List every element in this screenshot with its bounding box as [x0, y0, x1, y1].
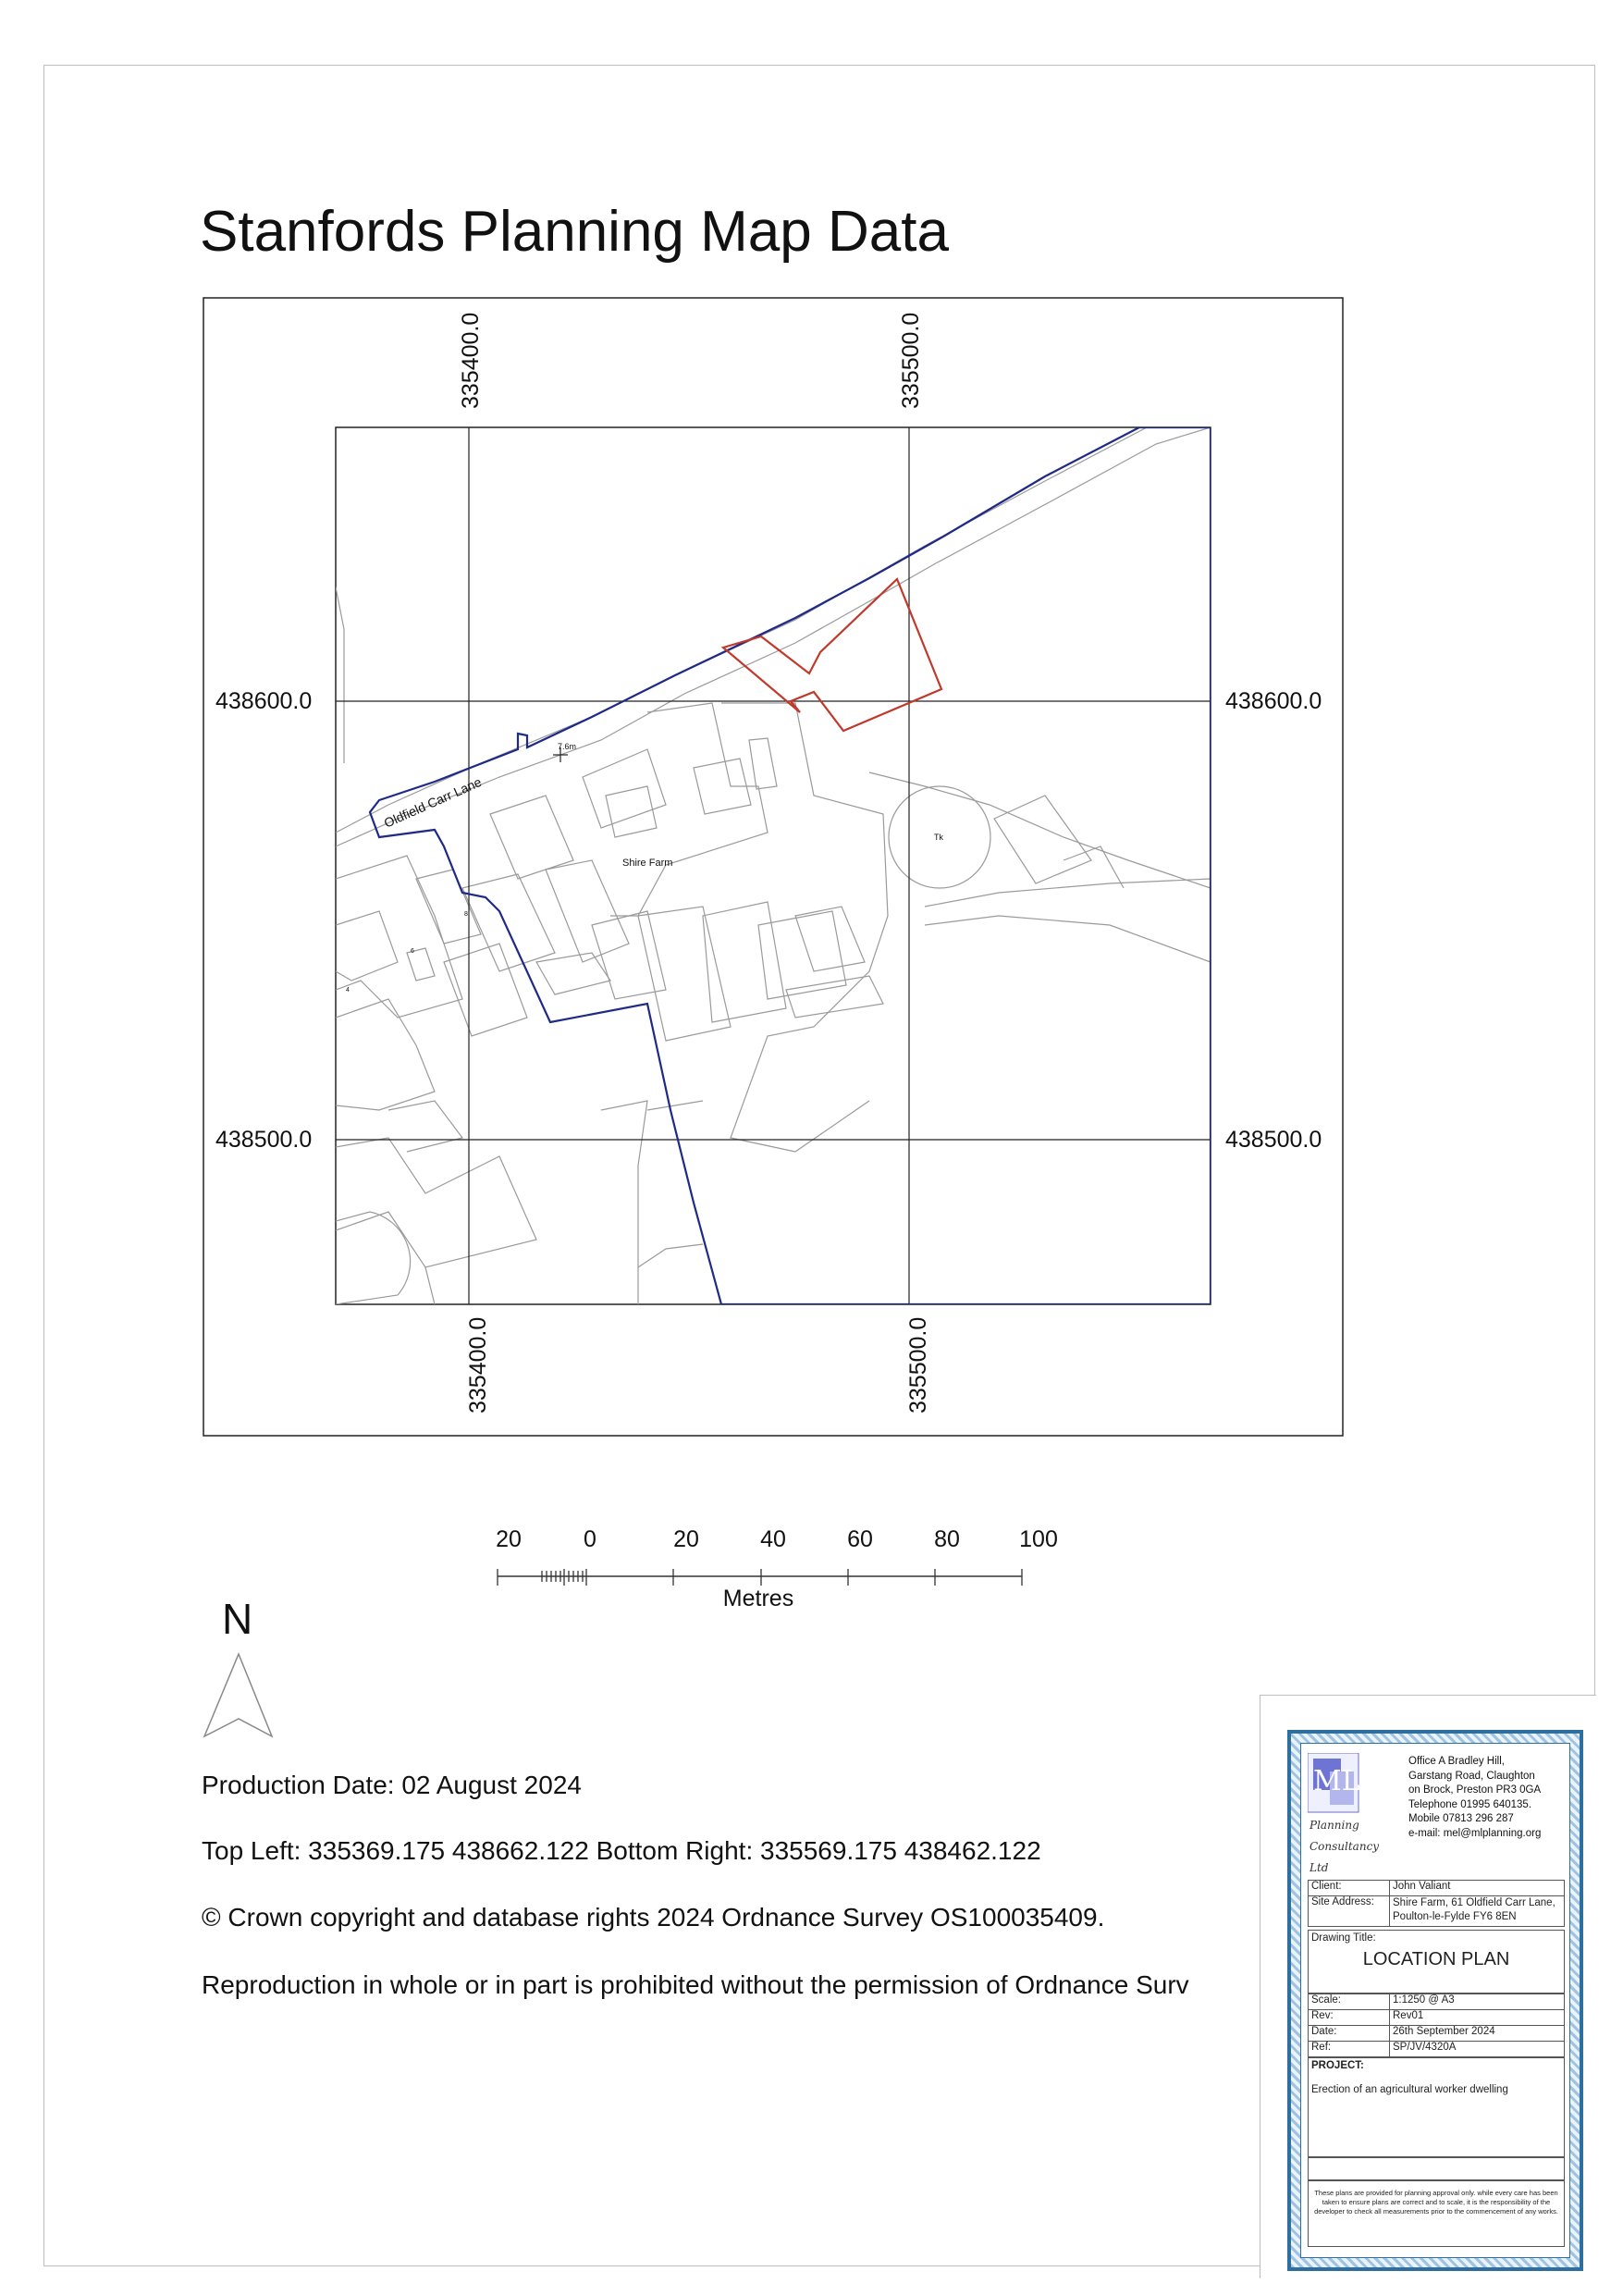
project-label: PROJECT:: [1311, 2060, 1364, 2071]
easting-label-bottom-right: 335500.0: [905, 1316, 931, 1413]
scale-label: 20: [496, 1526, 522, 1552]
logo-text: ML: [1313, 1765, 1360, 1797]
farm-name-label: Shire Farm: [622, 858, 673, 869]
house-number-label: 8: [464, 911, 468, 918]
drawing-title: LOCATION PLAN: [1362, 1949, 1510, 1969]
client-value: John Valiant: [1390, 1881, 1565, 1896]
scale-value: 1:1250 @ A3: [1390, 1994, 1565, 2010]
office-address-line: Telephone 01995 640135.: [1408, 1798, 1532, 1810]
scale-label: 20: [673, 1526, 699, 1552]
site-address-label: Site Address:: [1309, 1896, 1390, 1927]
tank-label: Tk: [934, 833, 943, 842]
company-name-line: Ltd: [1309, 1861, 1329, 1874]
northing-label-right-lower: 438500.0: [1225, 1127, 1322, 1153]
drawing-details-table: [1308, 1994, 1565, 2057]
copyright-notice: © Crown copyright and database rights 2024 Ordnance Survey OS100035409.: [202, 1903, 1105, 1932]
northing-label-right-upper: 438600.0: [1225, 688, 1322, 714]
drawing-title-label: Drawing Title:: [1311, 1932, 1376, 1944]
client-label: Client:: [1309, 1881, 1390, 1896]
ref-value: SP/JV/4320A: [1390, 2042, 1565, 2057]
production-date: Production Date: 02 August 2024: [202, 1771, 582, 1799]
office-address-line: Office A Bradley Hill,: [1408, 1756, 1505, 1767]
house-number-label: 6: [411, 948, 414, 955]
date-value: 26th September 2024: [1390, 2026, 1565, 2042]
project-box: [1308, 2057, 1565, 2157]
company-name-line: Planning: [1309, 1819, 1359, 1832]
drawing-title-box: [1308, 1930, 1565, 1994]
site-address-value: Shire Farm, 61 Oldfield Carr Lane, Poulton-le-Fylde FY6 8EN: [1390, 1896, 1565, 1927]
company-name-line: Consultancy: [1309, 1840, 1380, 1853]
office-address-line: Mobile 07813 296 287: [1408, 1813, 1514, 1824]
date-label: Date:: [1309, 2026, 1390, 2042]
office-address: [1408, 1755, 1541, 1841]
northing-label-left-upper: 438600.0: [215, 688, 313, 714]
easting-label-top-right: 335500.0: [898, 312, 924, 409]
north-arrow-icon: [202, 1651, 276, 1744]
scale-label: Scale:: [1309, 1994, 1390, 2010]
road-name-label: Oldfield Carr Lane: [381, 773, 485, 831]
disclaimer: These plans are provided for planning approval only. while every care has been taken to ensure plans are correct and to scale, it is the responsibility of the developer to check all measurements prior to the commencement of any works.: [1308, 2180, 1565, 2247]
blank-row: [1308, 2157, 1565, 2180]
easting-label-bottom-left: 335400.0: [465, 1316, 491, 1413]
spot-height-label: 7.6m: [558, 742, 577, 751]
scale-unit-label: Metres: [722, 1586, 794, 1611]
office-address-line: e-mail: mel@mlplanning.org: [1408, 1827, 1542, 1839]
scale-label: 100: [1019, 1526, 1058, 1552]
office-address-line: on Brock, Preston PR3 0GA: [1408, 1784, 1542, 1796]
scale-label: 60: [847, 1526, 873, 1552]
north-label: N: [222, 1595, 253, 1643]
reproduction-notice: Reproduction in whole or in part is prohibited without the permission of Ordnance Surv: [202, 1970, 1189, 1999]
northing-label-left-lower: 438500.0: [215, 1127, 313, 1153]
house-number-label: 4: [346, 987, 350, 994]
scale-label: 80: [934, 1526, 960, 1552]
project-description: Erection of an agricultural worker dwelling: [1311, 2084, 1508, 2095]
client-table: [1308, 1880, 1565, 1927]
ref-label: Ref:: [1309, 2042, 1390, 2057]
scale-label: 0: [584, 1526, 596, 1552]
rev-label: Rev:: [1309, 2010, 1390, 2026]
scale-bar: [481, 1526, 1058, 1619]
company-logo: [1308, 1753, 1363, 1814]
office-address-line: Garstang Road, Claughton: [1408, 1770, 1535, 1782]
company-name: [1309, 1815, 1379, 1879]
rev-value: Rev01: [1390, 2010, 1565, 2026]
scale-label: 40: [760, 1526, 786, 1552]
map-extent: Top Left: 335369.175 438662.122 Bottom Right: 335569.175 438462.122: [202, 1836, 1041, 1865]
easting-label-top-left: 335400.0: [458, 312, 484, 409]
map-title: Stanfords Planning Map Data: [200, 200, 949, 264]
